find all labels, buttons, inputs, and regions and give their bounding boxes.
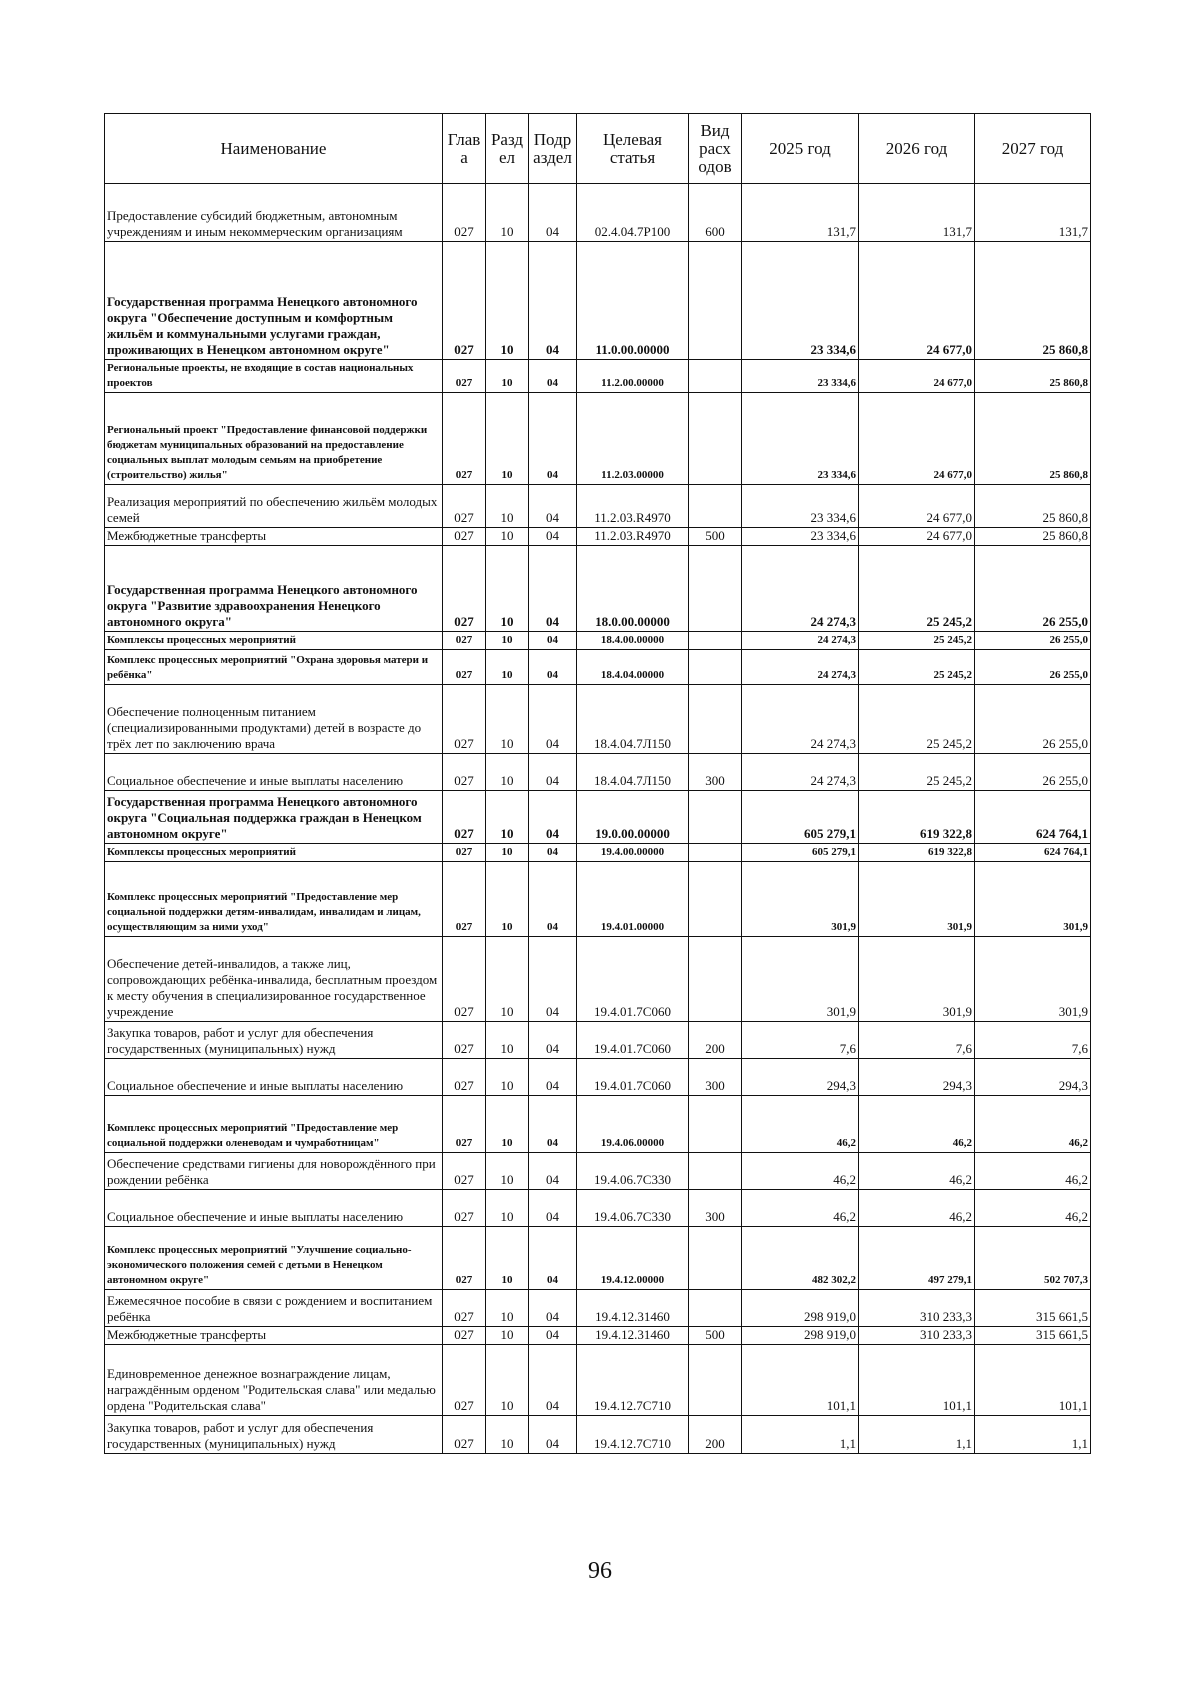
table-row	[105, 685, 1091, 754]
row-razdel-cell: 10	[486, 650, 529, 685]
row-target-article-cell: 19.4.06.7С330	[577, 1153, 689, 1190]
row-amount-2025-cell: 23 334,6	[742, 393, 859, 485]
row-podrazdel-cell: 04	[529, 1096, 577, 1153]
header-year-2027: 2027 год	[975, 114, 1091, 184]
row-amount-2025-cell: 23 334,6	[742, 360, 859, 393]
row-target-article-cell: 18.4.04.7Л150	[577, 754, 689, 791]
row-target-article-cell: 19.4.01.7С060	[577, 1059, 689, 1096]
row-amount-2027-cell: 25 860,8	[975, 393, 1091, 485]
row-podrazdel-cell: 04	[529, 546, 577, 632]
table-row	[105, 485, 1091, 528]
row-razdel-cell: 10	[486, 1327, 529, 1345]
row-name-cell: Комплекс процессных мероприятий "Предоставление мер социальной поддержки оленеводам и чумработницам"	[105, 1096, 443, 1153]
row-amount-2026-cell: 131,7	[859, 184, 975, 242]
row-amount-2026-cell: 497 279,1	[859, 1227, 975, 1290]
row-target-article-cell: 19.4.06.00000	[577, 1096, 689, 1153]
row-name-cell: Социальное обеспечение и иные выплаты населению	[105, 754, 443, 791]
row-glava-cell: 027	[443, 184, 486, 242]
header-year-2025: 2025 год	[742, 114, 859, 184]
row-expense-type-cell	[689, 393, 742, 485]
row-name-cell: Межбюджетные трансферты	[105, 1327, 443, 1345]
row-amount-2026-cell: 25 245,2	[859, 650, 975, 685]
row-glava-cell: 027	[443, 393, 486, 485]
row-razdel-cell: 10	[486, 1059, 529, 1096]
row-razdel-cell: 10	[486, 844, 529, 862]
row-target-article-cell: 18.0.00.00000	[577, 546, 689, 632]
table-row	[105, 791, 1091, 844]
row-glava-cell: 027	[443, 844, 486, 862]
table-row	[105, 1416, 1091, 1454]
row-amount-2027-cell: 26 255,0	[975, 685, 1091, 754]
row-amount-2026-cell: 25 245,2	[859, 685, 975, 754]
table-row	[105, 1096, 1091, 1153]
row-podrazdel-cell: 04	[529, 1022, 577, 1059]
row-amount-2025-cell: 605 279,1	[742, 791, 859, 844]
row-name-cell: Государственная программа Ненецкого автономного округа "Социальная поддержка граждан в Ненецком автономном округе"	[105, 791, 443, 844]
row-amount-2025-cell: 24 274,3	[742, 546, 859, 632]
row-amount-2025-cell: 1,1	[742, 1416, 859, 1454]
header-year-2026: 2026 год	[859, 114, 975, 184]
row-expense-type-cell: 300	[689, 1190, 742, 1227]
row-target-article-cell: 19.4.00.00000	[577, 844, 689, 862]
row-name-cell: Комплекс процессных мероприятий "Улучшение социально-экономического положения семей с детьми в Ненецком автономном округе"	[105, 1227, 443, 1290]
row-name-cell: Межбюджетные трансферты	[105, 528, 443, 546]
row-expense-type-cell: 200	[689, 1022, 742, 1059]
row-target-article-cell: 19.4.01.00000	[577, 862, 689, 937]
row-amount-2025-cell: 46,2	[742, 1153, 859, 1190]
header-glava: Глав а	[443, 114, 486, 184]
table-row	[105, 1327, 1091, 1345]
row-amount-2026-cell: 46,2	[859, 1096, 975, 1153]
row-name-cell: Комплексы процессных мероприятий	[105, 632, 443, 650]
row-name-cell: Государственная программа Ненецкого автономного округа "Обеспечение доступным и комфортным жильём и коммунальными услугами граждан, проживающих в Ненецком автономном округе"	[105, 242, 443, 360]
row-name-cell: Региональный проект "Предоставление финансовой поддержки бюджетам муниципальных образований на предоставление социальных выплат молодым семьям на приобретение (строительство) жилья"	[105, 393, 443, 485]
row-razdel-cell: 10	[486, 1096, 529, 1153]
row-podrazdel-cell: 04	[529, 754, 577, 791]
row-glava-cell: 027	[443, 1059, 486, 1096]
row-glava-cell: 027	[443, 685, 486, 754]
row-glava-cell: 027	[443, 1153, 486, 1190]
row-name-cell: Государственная программа Ненецкого автономного округа "Развитие здравоохранения Ненецкого автономного округа"	[105, 546, 443, 632]
row-razdel-cell: 10	[486, 393, 529, 485]
row-expense-type-cell	[689, 546, 742, 632]
row-expense-type-cell	[689, 650, 742, 685]
row-razdel-cell: 10	[486, 862, 529, 937]
row-amount-2027-cell: 25 860,8	[975, 485, 1091, 528]
row-amount-2025-cell: 24 274,3	[742, 650, 859, 685]
row-name-cell: Комплекс процессных мероприятий "Предоставление мер социальной поддержки детям-инвалидам, инвалидам и лицам, осуществляющим за ними уход"	[105, 862, 443, 937]
row-razdel-cell: 10	[486, 1345, 529, 1416]
row-amount-2027-cell: 26 255,0	[975, 754, 1091, 791]
row-amount-2026-cell: 24 677,0	[859, 528, 975, 546]
row-razdel-cell: 10	[486, 1290, 529, 1327]
table-row	[105, 184, 1091, 242]
table-row	[105, 1059, 1091, 1096]
row-target-article-cell: 19.4.12.00000	[577, 1227, 689, 1290]
table-row	[105, 1153, 1091, 1190]
row-podrazdel-cell: 04	[529, 685, 577, 754]
row-amount-2025-cell: 101,1	[742, 1345, 859, 1416]
row-razdel-cell: 10	[486, 1190, 529, 1227]
row-expense-type-cell	[689, 1153, 742, 1190]
row-target-article-cell: 18.4.04.7Л150	[577, 685, 689, 754]
row-amount-2027-cell: 25 860,8	[975, 528, 1091, 546]
row-amount-2025-cell: 131,7	[742, 184, 859, 242]
row-glava-cell: 027	[443, 650, 486, 685]
row-target-article-cell: 19.4.12.31460	[577, 1290, 689, 1327]
row-expense-type-cell	[689, 791, 742, 844]
row-amount-2026-cell: 24 677,0	[859, 485, 975, 528]
row-name-cell: Обеспечение полноценным питанием (специализированными продуктами) детей в возрасте до трёх лет по заключению врача	[105, 685, 443, 754]
row-target-article-cell: 11.0.00.00000	[577, 242, 689, 360]
row-name-cell: Социальное обеспечение и иные выплаты населению	[105, 1190, 443, 1227]
row-glava-cell: 027	[443, 1096, 486, 1153]
row-amount-2025-cell: 482 302,2	[742, 1227, 859, 1290]
row-amount-2027-cell: 301,9	[975, 937, 1091, 1022]
row-expense-type-cell	[689, 937, 742, 1022]
row-amount-2026-cell: 619 322,8	[859, 791, 975, 844]
row-razdel-cell: 10	[486, 546, 529, 632]
row-glava-cell: 027	[443, 1227, 486, 1290]
row-amount-2027-cell: 46,2	[975, 1153, 1091, 1190]
row-expense-type-cell	[689, 632, 742, 650]
row-podrazdel-cell: 04	[529, 650, 577, 685]
row-amount-2025-cell: 24 274,3	[742, 685, 859, 754]
row-expense-type-cell	[689, 242, 742, 360]
row-name-cell: Закупка товаров, работ и услуг для обеспечения государственных (муниципальных) нужд	[105, 1416, 443, 1454]
row-glava-cell: 027	[443, 528, 486, 546]
row-razdel-cell: 10	[486, 632, 529, 650]
row-amount-2026-cell: 310 233,3	[859, 1290, 975, 1327]
row-amount-2027-cell: 7,6	[975, 1022, 1091, 1059]
table-row	[105, 650, 1091, 685]
row-amount-2026-cell: 46,2	[859, 1153, 975, 1190]
row-razdel-cell: 10	[486, 184, 529, 242]
row-podrazdel-cell: 04	[529, 360, 577, 393]
row-glava-cell: 027	[443, 1345, 486, 1416]
row-expense-type-cell	[689, 1290, 742, 1327]
row-target-article-cell: 18.4.04.00000	[577, 650, 689, 685]
header-expense-type: Вид расх одов	[689, 114, 742, 184]
row-podrazdel-cell: 04	[529, 1416, 577, 1454]
row-glava-cell: 027	[443, 1190, 486, 1227]
row-amount-2025-cell: 301,9	[742, 937, 859, 1022]
row-razdel-cell: 10	[486, 937, 529, 1022]
row-name-cell: Закупка товаров, работ и услуг для обеспечения государственных (муниципальных) нужд	[105, 1022, 443, 1059]
row-amount-2026-cell: 24 677,0	[859, 360, 975, 393]
row-target-article-cell: 11.2.03.R4970	[577, 485, 689, 528]
row-podrazdel-cell: 04	[529, 632, 577, 650]
header-name: Наименование	[105, 114, 443, 184]
row-razdel-cell: 10	[486, 1022, 529, 1059]
row-glava-cell: 027	[443, 1290, 486, 1327]
row-razdel-cell: 10	[486, 1416, 529, 1454]
row-amount-2025-cell: 301,9	[742, 862, 859, 937]
row-expense-type-cell	[689, 1096, 742, 1153]
row-glava-cell: 027	[443, 632, 486, 650]
row-target-article-cell: 18.4.00.00000	[577, 632, 689, 650]
row-podrazdel-cell: 04	[529, 393, 577, 485]
table-row	[105, 1022, 1091, 1059]
row-name-cell: Комплексы процессных мероприятий	[105, 844, 443, 862]
row-target-article-cell: 11.2.03.R4970	[577, 528, 689, 546]
row-amount-2025-cell: 24 274,3	[742, 754, 859, 791]
row-amount-2027-cell: 101,1	[975, 1345, 1091, 1416]
row-podrazdel-cell: 04	[529, 1227, 577, 1290]
row-amount-2026-cell: 24 677,0	[859, 242, 975, 360]
row-amount-2025-cell: 46,2	[742, 1190, 859, 1227]
row-amount-2027-cell: 294,3	[975, 1059, 1091, 1096]
row-amount-2027-cell: 315 661,5	[975, 1327, 1091, 1345]
row-podrazdel-cell: 04	[529, 937, 577, 1022]
row-target-article-cell: 02.4.04.7Р100	[577, 184, 689, 242]
row-amount-2026-cell: 24 677,0	[859, 393, 975, 485]
row-amount-2027-cell: 26 255,0	[975, 650, 1091, 685]
row-target-article-cell: 19.4.01.7С060	[577, 1022, 689, 1059]
row-expense-type-cell: 300	[689, 754, 742, 791]
row-amount-2026-cell: 301,9	[859, 937, 975, 1022]
row-podrazdel-cell: 04	[529, 1327, 577, 1345]
row-razdel-cell: 10	[486, 1227, 529, 1290]
row-expense-type-cell	[689, 360, 742, 393]
row-target-article-cell: 11.2.03.00000	[577, 393, 689, 485]
table-row	[105, 937, 1091, 1022]
row-amount-2027-cell: 25 860,8	[975, 242, 1091, 360]
table-row	[105, 1190, 1091, 1227]
row-amount-2025-cell: 23 334,6	[742, 485, 859, 528]
row-amount-2027-cell: 1,1	[975, 1416, 1091, 1454]
row-amount-2027-cell: 624 764,1	[975, 844, 1091, 862]
row-razdel-cell: 10	[486, 360, 529, 393]
row-amount-2027-cell: 301,9	[975, 862, 1091, 937]
row-name-cell: Единовременное денежное вознаграждение лицам, награждённым орденом "Родительская слава" или медалью ордена "Родительская слава"	[105, 1345, 443, 1416]
row-expense-type-cell: 300	[689, 1059, 742, 1096]
row-podrazdel-cell: 04	[529, 485, 577, 528]
row-amount-2026-cell: 7,6	[859, 1022, 975, 1059]
row-amount-2025-cell: 23 334,6	[742, 242, 859, 360]
row-target-article-cell: 19.4.12.7С710	[577, 1345, 689, 1416]
row-razdel-cell: 10	[486, 754, 529, 791]
table-row	[105, 754, 1091, 791]
row-glava-cell: 027	[443, 862, 486, 937]
table-row	[105, 393, 1091, 485]
table-row	[105, 1345, 1091, 1416]
row-glava-cell: 027	[443, 485, 486, 528]
row-target-article-cell: 19.0.00.00000	[577, 791, 689, 844]
row-expense-type-cell	[689, 685, 742, 754]
header-podrazdel: Подр аздел	[529, 114, 577, 184]
row-amount-2025-cell: 23 334,6	[742, 528, 859, 546]
row-glava-cell: 027	[443, 937, 486, 1022]
row-amount-2025-cell: 298 919,0	[742, 1327, 859, 1345]
row-amount-2026-cell: 619 322,8	[859, 844, 975, 862]
row-name-cell: Комплекс процессных мероприятий "Охрана здоровья матери и ребёнка"	[105, 650, 443, 685]
row-amount-2025-cell: 7,6	[742, 1022, 859, 1059]
table-row	[105, 632, 1091, 650]
row-amount-2026-cell: 25 245,2	[859, 754, 975, 791]
row-name-cell: Социальное обеспечение и иные выплаты населению	[105, 1059, 443, 1096]
row-expense-type-cell	[689, 1227, 742, 1290]
row-expense-type-cell: 500	[689, 1327, 742, 1345]
row-expense-type-cell: 200	[689, 1416, 742, 1454]
row-expense-type-cell	[689, 862, 742, 937]
row-podrazdel-cell: 04	[529, 1059, 577, 1096]
row-amount-2025-cell: 605 279,1	[742, 844, 859, 862]
row-amount-2027-cell: 131,7	[975, 184, 1091, 242]
table-header-row	[105, 114, 1091, 184]
row-glava-cell: 027	[443, 1327, 486, 1345]
row-podrazdel-cell: 04	[529, 184, 577, 242]
row-razdel-cell: 10	[486, 528, 529, 546]
header-razdel: Разд ел	[486, 114, 529, 184]
row-amount-2027-cell: 46,2	[975, 1190, 1091, 1227]
row-glava-cell: 027	[443, 791, 486, 844]
row-podrazdel-cell: 04	[529, 1153, 577, 1190]
table-row	[105, 242, 1091, 360]
row-glava-cell: 027	[443, 360, 486, 393]
row-amount-2026-cell: 46,2	[859, 1190, 975, 1227]
row-amount-2026-cell: 294,3	[859, 1059, 975, 1096]
row-amount-2025-cell: 46,2	[742, 1096, 859, 1153]
row-expense-type-cell	[689, 1345, 742, 1416]
row-amount-2025-cell: 294,3	[742, 1059, 859, 1096]
table-row	[105, 862, 1091, 937]
row-expense-type-cell: 600	[689, 184, 742, 242]
row-target-article-cell: 19.4.12.31460	[577, 1327, 689, 1345]
page-number: 96	[588, 1558, 612, 1584]
table-row	[105, 528, 1091, 546]
table-row	[105, 360, 1091, 393]
row-amount-2026-cell: 25 245,2	[859, 546, 975, 632]
row-amount-2027-cell: 26 255,0	[975, 546, 1091, 632]
table-row	[105, 1290, 1091, 1327]
row-amount-2026-cell: 301,9	[859, 862, 975, 937]
row-amount-2026-cell: 310 233,3	[859, 1327, 975, 1345]
row-amount-2026-cell: 101,1	[859, 1345, 975, 1416]
row-amount-2027-cell: 26 255,0	[975, 632, 1091, 650]
table-row	[105, 1227, 1091, 1290]
row-podrazdel-cell: 04	[529, 844, 577, 862]
row-podrazdel-cell: 04	[529, 1345, 577, 1416]
row-podrazdel-cell: 04	[529, 862, 577, 937]
row-amount-2027-cell: 25 860,8	[975, 360, 1091, 393]
row-expense-type-cell: 500	[689, 528, 742, 546]
table-body	[105, 184, 1091, 1454]
row-name-cell: Региональные проекты, не входящие в состав национальных проектов	[105, 360, 443, 393]
row-name-cell: Обеспечение детей-инвалидов, а также лиц, сопровождающих ребёнка-инвалида, бесплатным проездом к месту обучения в специализированное государственное учреждение	[105, 937, 443, 1022]
row-expense-type-cell	[689, 485, 742, 528]
header-target-article: Целевая статья	[577, 114, 689, 184]
table-row	[105, 844, 1091, 862]
row-amount-2025-cell: 24 274,3	[742, 632, 859, 650]
row-podrazdel-cell: 04	[529, 1290, 577, 1327]
row-amount-2026-cell: 25 245,2	[859, 632, 975, 650]
row-podrazdel-cell: 04	[529, 791, 577, 844]
row-target-article-cell: 19.4.12.7С710	[577, 1416, 689, 1454]
row-podrazdel-cell: 04	[529, 242, 577, 360]
row-name-cell: Обеспечение средствами гигиены для новорождённого при рождении ребёнка	[105, 1153, 443, 1190]
row-razdel-cell: 10	[486, 1153, 529, 1190]
row-podrazdel-cell: 04	[529, 528, 577, 546]
budget-table	[104, 113, 1091, 1454]
row-amount-2027-cell: 315 661,5	[975, 1290, 1091, 1327]
row-expense-type-cell	[689, 844, 742, 862]
row-glava-cell: 027	[443, 242, 486, 360]
row-target-article-cell: 19.4.01.7С060	[577, 937, 689, 1022]
row-podrazdel-cell: 04	[529, 1190, 577, 1227]
row-razdel-cell: 10	[486, 791, 529, 844]
row-amount-2027-cell: 502 707,3	[975, 1227, 1091, 1290]
row-razdel-cell: 10	[486, 242, 529, 360]
row-name-cell: Предоставление субсидий бюджетным, автономным учреждениям и иным некоммерческим организациям	[105, 184, 443, 242]
row-name-cell: Ежемесячное пособие в связи с рождением и воспитанием ребёнка	[105, 1290, 443, 1327]
row-glava-cell: 027	[443, 754, 486, 791]
table-row	[105, 546, 1091, 632]
row-amount-2025-cell: 298 919,0	[742, 1290, 859, 1327]
row-amount-2026-cell: 1,1	[859, 1416, 975, 1454]
row-glava-cell: 027	[443, 546, 486, 632]
row-razdel-cell: 10	[486, 485, 529, 528]
row-amount-2027-cell: 624 764,1	[975, 791, 1091, 844]
row-amount-2027-cell: 46,2	[975, 1096, 1091, 1153]
row-glava-cell: 027	[443, 1022, 486, 1059]
row-glava-cell: 027	[443, 1416, 486, 1454]
row-target-article-cell: 19.4.06.7С330	[577, 1190, 689, 1227]
row-name-cell: Реализация мероприятий по обеспечению жильём молодых семей	[105, 485, 443, 528]
row-target-article-cell: 11.2.00.00000	[577, 360, 689, 393]
row-razdel-cell: 10	[486, 685, 529, 754]
